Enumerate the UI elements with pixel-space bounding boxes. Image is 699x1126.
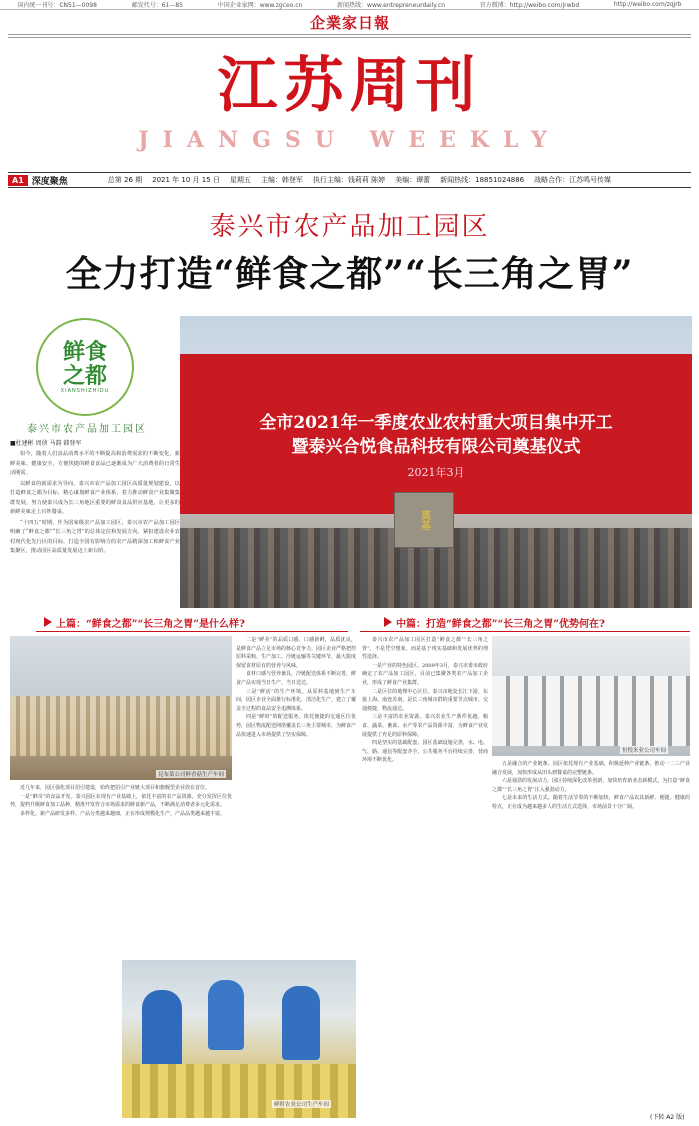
logo-text: 之都 bbox=[62, 363, 107, 389]
paragraph: 多样化、新产品研发多样、产品分类越来越细，正在形成规模化生产，产品品类越来越丰富。 bbox=[20, 810, 226, 817]
conveyor bbox=[10, 696, 232, 756]
news-hotline: 新闻热线：18851024886 bbox=[440, 176, 525, 184]
executive-editors: 执行主编：钱莉莉 陈婷 bbox=[312, 176, 386, 184]
article-subtitle: 泰兴市农产品加工园区 bbox=[209, 212, 490, 242]
logo-caption: 泰兴市农产品加工园区 bbox=[27, 424, 147, 435]
paragraph: 一是“鲜奇”的食品开发。泰兴园区在现有产业基础上，依托丰富的农产品资源，充分发挥区位优势，提档升级鲜食加工品种，精准开发符合市场需求的鲜食新产品，不断满足消费者多元化需求。 bbox=[10, 793, 232, 809]
paragraph: 二是“鲜美”的品质口感。口感新鲜，品质优良，是鲜食产品立足市场的核心竞争力。园区企业严格把控原料采购、生产加工、冷链运输等关键环节，最大限度保留食材原有的营养与风味。 bbox=[236, 637, 356, 669]
masthead-english: JIANGSU WEEKLY bbox=[138, 127, 561, 153]
paragraph: 二是区位的地理中心区位。泰兴市地处长江下游，东接上海、南连苏南，是长三角城市群的重要节点城市，交通便捷，物流通达。 bbox=[362, 688, 488, 712]
paragraph: 三是“鲜活”的生产环境。从原料基地到生产车间，园区企业全面推行标准化、清洁化生产，建立了覆盖全过程的食品安全追溯体系。 bbox=[236, 688, 356, 712]
section-name: 深度聚焦 bbox=[31, 176, 68, 187]
paragraph: 近几年来，园区强化项目招引建设，始终把招引产业链大项目和旗舰型企业放在首位。 bbox=[20, 785, 211, 791]
paragraph: 四是“鲜时”的配送服务。依托便捷的交通区位优势，园区物流配送网络覆盖长三角主要城市，为鲜食产品快速进入市场提供了坚实保障。 bbox=[236, 714, 356, 738]
issue-weekday: 星期五 bbox=[229, 176, 251, 184]
left-column-title: 上篇：“鲜食之都”“长三角之胃”是什么样? bbox=[56, 618, 245, 630]
top-info-strip bbox=[0, 0, 699, 10]
right-column-title: 中篇：打造“鲜食之都”“长三角之胃”优势何在? bbox=[396, 618, 605, 630]
byline: ■杜建彬 周侦 马韵 韩登军 bbox=[10, 440, 82, 447]
top-strip-item: http://weibo.com/zqjrb bbox=[613, 1, 682, 8]
top-strip-item: 邮发代号：61—85 bbox=[131, 2, 183, 9]
paragraph: 七是未来的生活方式。随着生活节奏的不断加快，鲜食产品以其新鲜、便捷、健康的特点，正在成为越来越多人的生活方式选择，市场前景十分广阔。 bbox=[492, 795, 690, 810]
issue-date: 2021 年 10 月 15 日 bbox=[152, 176, 220, 184]
worker bbox=[282, 986, 320, 1060]
triangle-icon bbox=[44, 617, 52, 627]
produce-crates bbox=[122, 1064, 356, 1118]
banner-line-1: 全市2021年一季度农业农村重大项目集中开工 bbox=[259, 413, 613, 433]
intro-paragraph: “十四五”时期，作为国家级农产品加工园区，泰兴市农产品加工园区明确了“鲜食之都”“长三角之胃”的总体定位和发展方向，紧扣建设农业农村现代化先行区的目标，打造全国有影响力的农产品精深加工和鲜食产业集聚区，推动园区高质量发展迈上新台阶。 bbox=[10, 519, 180, 554]
paragraph: 五是融合的产业链条。园区依托现有产业基础，积极延伸产业链条，推动一二三产业融合发展，加快形成从田头到餐桌的完整链条。 bbox=[492, 761, 690, 776]
masthead-title: 江苏周刊 bbox=[217, 51, 482, 121]
paragraph: 食材口感与营养兼具，冷链配送体系不断完善，鲜食产品实现当日生产、当日送达。 bbox=[236, 671, 356, 686]
machinery bbox=[492, 676, 690, 746]
triangle-icon bbox=[384, 617, 392, 627]
divider bbox=[8, 37, 691, 38]
paragraph: 泰兴市农产品加工园区打造“鲜食之都”“长三角之胃”，不是凭空想象，而是基于现实基础和发展优势的理性选择。 bbox=[362, 637, 488, 661]
art-editor: 美编：谭蕾 bbox=[395, 176, 431, 184]
banner-date: 2021年3月 bbox=[407, 466, 465, 479]
divider bbox=[360, 631, 690, 632]
top-strip-item: 中国企业家网：www.zgceo.cn bbox=[217, 2, 303, 9]
newspaper-brand: 企業家日報 bbox=[309, 14, 390, 32]
paragraph: 四是坚实的基础配套。园区基础设施完善，水、电、气、路、通信等配套齐全，公共服务平台持续完善，营商环境不断优化。 bbox=[362, 740, 488, 764]
strategic-partner: 战略合作：江苏鸣号传媒 bbox=[534, 176, 612, 184]
divider bbox=[36, 631, 348, 632]
banner-line-2: 暨泰兴合悦食品科技有限公司奠基仪式 bbox=[291, 437, 581, 457]
intro-paragraph: 如今，随着人们食品消费水平的不断提高和消费需求的不断变化，新鲜美味、健康安全、方便快捷的鲜食食品已逐渐成为广大消费者的日常生活刚需。 bbox=[10, 451, 180, 476]
article-column-2 bbox=[236, 636, 356, 956]
xianshi-logo bbox=[36, 318, 134, 416]
right-column-header bbox=[384, 614, 605, 630]
worker bbox=[142, 990, 182, 1070]
top-strip-item: 新闻热线：www.entrepreneurdaily.cn bbox=[337, 2, 446, 9]
article-column-1 bbox=[10, 784, 232, 956]
rice-mill-photo bbox=[492, 636, 690, 756]
mushroom-workshop-photo bbox=[10, 636, 232, 780]
paragraph: 六是强劲的发展动力。园区持续深化改革创新，加快培育新业态新模式，为打造“鲜食之都”“长三角之胃”注入强劲动力。 bbox=[492, 778, 690, 793]
continued-note: (下转 A2 版) bbox=[650, 1114, 685, 1121]
issue-info-bar bbox=[8, 172, 691, 188]
paragraph: 一是产业的特色园区。2009年3月，泰兴市委市政府确定了农产品加工园区，目前已集聚各类农产品加工企业，形成了鲜食产业集群。 bbox=[362, 662, 488, 686]
divider bbox=[8, 34, 691, 35]
photo-caption: 鲜时农业公司生产车间 bbox=[274, 1102, 330, 1108]
article-column-4 bbox=[492, 760, 690, 1110]
left-column-header bbox=[44, 614, 245, 630]
paragraph: 三是丰富的农业资源。泰兴农业生产条件优越，粮食、蔬菜、畜禽、水产等农产品资源丰富，为鲜食产业发展提供了充足的原料保障。 bbox=[362, 714, 488, 738]
worker bbox=[208, 980, 244, 1050]
issue-info-items bbox=[108, 175, 611, 185]
chief-editor: 主编：韩登军 bbox=[260, 176, 303, 184]
fresh-agri-workshop-photo bbox=[122, 960, 356, 1118]
article-column-3 bbox=[362, 636, 488, 1112]
issue-number: 总第 26 期 bbox=[107, 176, 143, 184]
foundation-stone: 奠基 bbox=[394, 492, 454, 548]
logo-pinyin: XIANSHIZHIDU bbox=[60, 388, 110, 394]
top-strip-item: 国内统一刊号：CN51—0098 bbox=[17, 2, 97, 9]
groundbreaking-photo bbox=[180, 316, 692, 608]
page-badge: A1 bbox=[8, 175, 28, 186]
intro-paragraph: 以鲜食的新需求为导向，泰兴市农产品加工园区高质量规划建设，以打造鲜食之都为目标，精心谋划鲜食产业体系，着力推动鲜食产业集聚集群发展，努力使泰兴成为长三角地区重要的鲜食食品供应基地，让更多的新鲜美味走上百姓餐桌。 bbox=[10, 480, 180, 515]
article-headline: 全力打造“鲜食之都”“长三角之胃” bbox=[65, 253, 634, 295]
photo-caption: 昆布菜公司鲜香菇生产车间 bbox=[158, 772, 225, 778]
logo-text: 鲜食 bbox=[62, 339, 107, 365]
top-strip-item: 官方微博：http://weibo.com/jrwbd bbox=[479, 2, 580, 9]
intro-text bbox=[10, 450, 180, 558]
photo-caption: 恒悦米业公司车间 bbox=[622, 748, 667, 754]
